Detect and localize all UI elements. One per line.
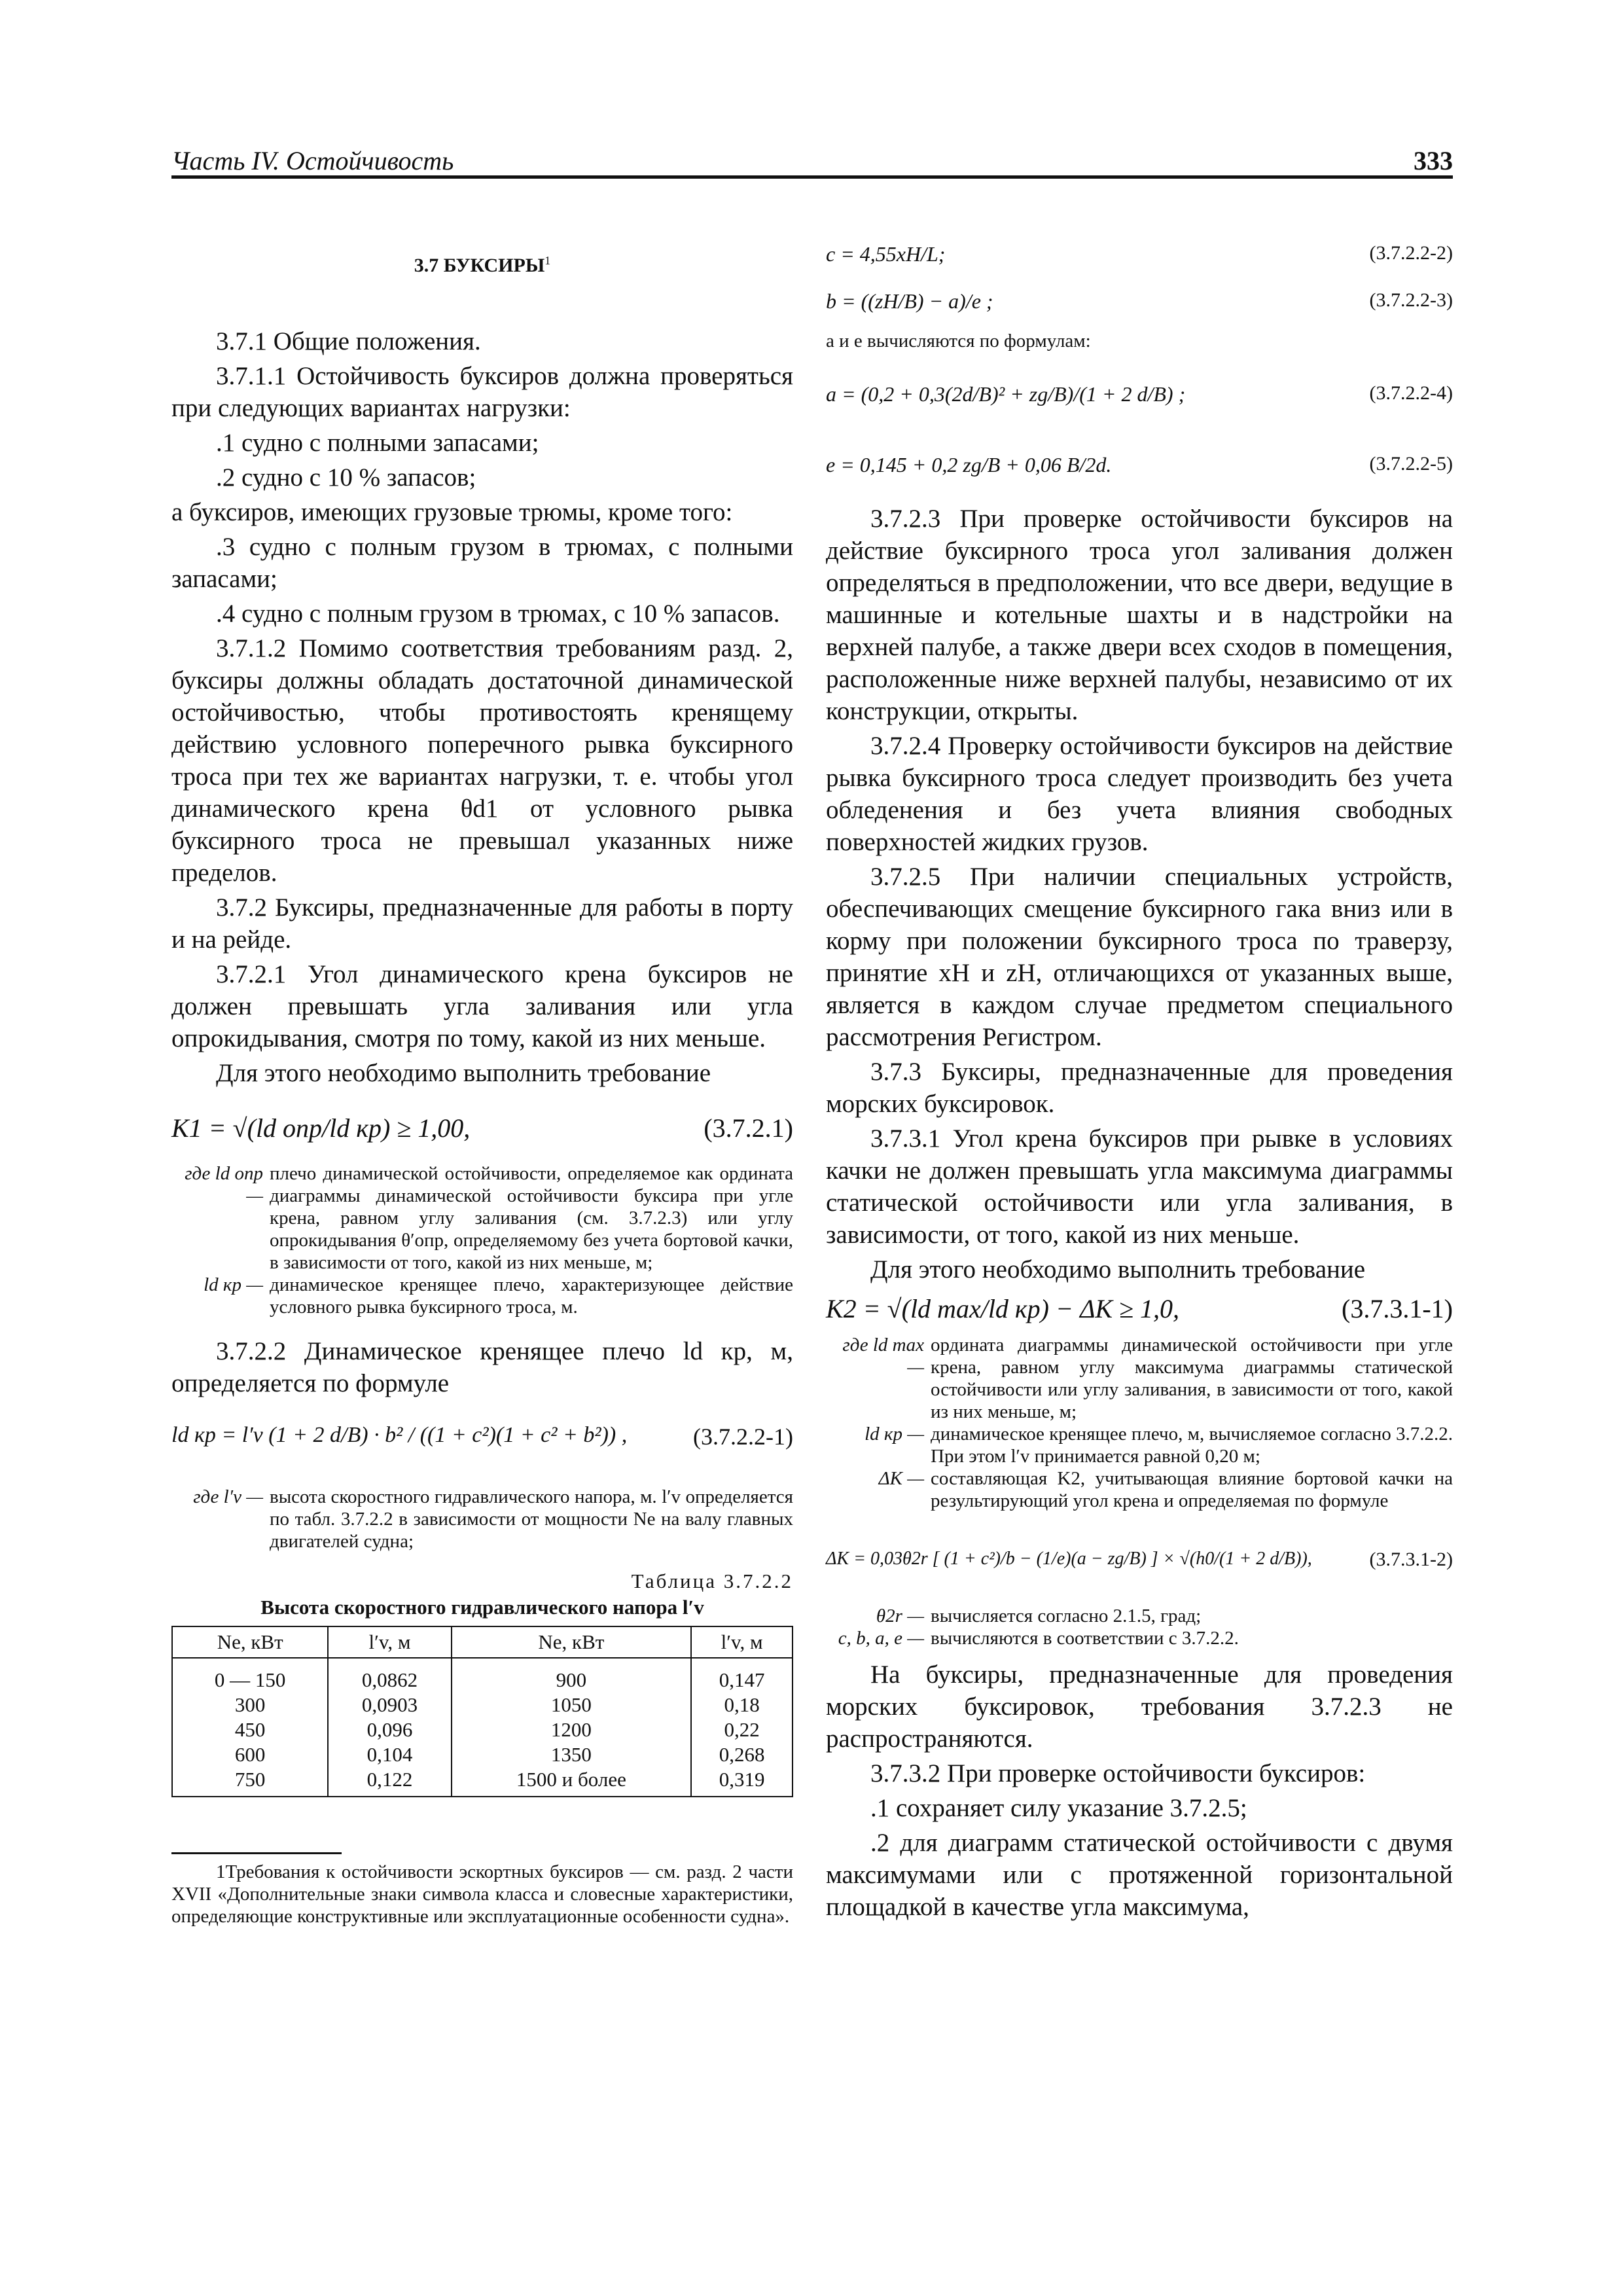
list-item: .2 судно с 10 % запасов; bbox=[216, 463, 476, 492]
table-row: 450 0,096 1200 0,22 bbox=[172, 1717, 793, 1742]
footnote-rule bbox=[171, 1852, 342, 1854]
formula-legend: где l′v — высота скоростного гидравлического напора, м. l′v определяется по табл. 3.7.2.2 в зависимости от мощности Ne на валу главных двигателей судна; bbox=[193, 1486, 793, 1552]
table-row: 0 — 150 0,0862 900 0,147 bbox=[172, 1658, 793, 1693]
table-row: 750 0,122 1500 и более 0,319 bbox=[172, 1767, 793, 1797]
table-row: 300 0,0903 1050 0,18 bbox=[172, 1693, 793, 1717]
formula-3-7-2-2-4: a = (0,2 + 0,3(2d/B)² + zg/B)/(1 + 2 d/B) ; (3.7.2.2-4) bbox=[826, 382, 1453, 406]
paragraph: 3.7.2.5 При наличии специальных устройств, обеспечивающих смещение буксирного гака вниз или в корму при положении буксирного троса по траверзу, принятие xH и zH, отличающихся от указанных выше, является в каждом случае предметом специального рассмотрения Регистром. bbox=[826, 863, 1453, 1051]
velocity-head-table bbox=[171, 1626, 793, 1797]
header-rule bbox=[171, 175, 1453, 179]
left-column bbox=[171, 236, 793, 1928]
formula-3-7-3-1-2: ΔK = 0,03θ2r [ (1 + c²)/b − (1/e)(a − zg/B) ] × √(h0/(1 + 2 d/B)), (3.7.3.1-2) bbox=[826, 1549, 1453, 1570]
page-number: 333 bbox=[1414, 146, 1453, 175]
paragraph: 3.7.2.1 Угол динамического крена буксиров не должен превышать угла заливания или угла опрокидывания, смотря по тому, какой из них меньше. bbox=[171, 960, 793, 1052]
footnote: 1Требования к остойчивости эскортных буксиров — см. разд. 2 части XVII «Дополнительные знаки символа класса и словесные характеристики, определяющие конструктивные или эксплуатационные особенности судна». bbox=[171, 1861, 793, 1927]
part-title: Часть IV. Остойчивость bbox=[171, 146, 454, 175]
table-row: 600 0,104 1350 0,268 bbox=[172, 1742, 793, 1767]
paragraph: 3.7.1 Общие положения. bbox=[216, 327, 481, 355]
paragraph: 3.7.1.1 Остойчивость буксиров должна проверяться при следующих вариантах нагрузки: bbox=[171, 362, 793, 422]
list-item: .4 судно с полным грузом в трюмах, с 10 % запасов. bbox=[216, 600, 780, 628]
paragraph: 3.7.2.3 При проверке остойчивости буксиров на действие буксирного троса угол заливания должен определяться в предположении, что все двери, ведущие в машинные и котельные шахты и в надстройки на верхней палубе, а также двери всех сходов в помещения, расположенные ниже верхней палубы, независимо от их конструкции, открыты. bbox=[826, 505, 1453, 725]
table-header: Ne, кВт bbox=[452, 1626, 692, 1658]
subsection-heading: 3.7.2 Буксиры, предназначенные для работы в порту и на рейде. bbox=[171, 893, 793, 954]
list-item: .3 судно с полным грузом в трюмах, с полными запасами; bbox=[171, 533, 793, 593]
list-item: .2 для диаграмм статической остойчивости с двумя максимумами или с протяженной горизонтальной площадкой в качестве угла максимума, bbox=[826, 1829, 1453, 1921]
paragraph: Для этого необходимо выполнить требование bbox=[870, 1255, 1366, 1283]
formula-3-7-2-2-3: b = ((zH/B) − a)/e ; (3.7.2.2-3) bbox=[826, 289, 1453, 313]
table-header: l′v, м bbox=[328, 1626, 451, 1658]
formula-legend: где ld max — ордината диаграммы динамической остойчивости при угле крена, равном углу максимума диаграммы статической остойчивости или углу заливания, в зависимости от того, какой из них меньше, м; ld кр — динамическое кренящее плечо, м, вычисляемое согласно 3.7.2.2. При этом l′v принимается равной 0,20 м; ΔK — составляющая K2, учитывающая влияние бортовой качки на результирующий угол крена и определяемая по формуле bbox=[842, 1335, 1453, 1511]
list-item: .1 сохраняет силу указание 3.7.2.5; bbox=[870, 1794, 1247, 1822]
formula-3-7-2-1: K1 = √(ld опр/ld кр) ≥ 1,00, (3.7.2.1) bbox=[171, 1113, 793, 1143]
formula-3-7-2-2-1: ld кр = l′v (1 + 2 d/B) · b² / ((1 + c²)(1 + c² + b²)) , (3.7.2.2-1) bbox=[171, 1423, 793, 1450]
list-item: .1 судно с полными запасами; bbox=[216, 429, 539, 457]
paragraph: а буксиров, имеющих грузовые трюмы, кроме того: bbox=[171, 498, 733, 526]
table-header: l′v, м bbox=[691, 1626, 793, 1658]
formula-note: a и e вычисляются по формулам: bbox=[826, 331, 1091, 351]
paragraph: 3.7.3.1 Угол крена буксиров при рывке в условиях качки не должен превышать угла максимума диаграммы статической остойчивости или угла заливания, в зависимости, от того, какой из них меньше. bbox=[826, 1124, 1453, 1249]
table-title: Высота скоростного гидравлического напора l′v bbox=[260, 1596, 704, 1619]
table-caption: Таблица 3.7.2.2 bbox=[631, 1570, 793, 1592]
paragraph: Для этого необходимо выполнить требование bbox=[216, 1059, 711, 1087]
formula-3-7-3-1-1: K2 = √(ld max/ld кр) − ΔK ≥ 1,0, (3.7.3.1-1) bbox=[826, 1294, 1453, 1323]
paragraph: На буксиры, предназначенные для проведения морских буксировок, требования 3.7.2.3 не распространяются. bbox=[826, 1660, 1453, 1753]
running-header bbox=[171, 140, 1453, 179]
table-header: Ne, кВт bbox=[172, 1626, 328, 1658]
paragraph: 3.7.2.4 Проверку остойчивости буксиров на действие рывка буксирного троса следует производить без учета обледенения и без учета влияния свободных поверхностей жидких грузов. bbox=[826, 732, 1453, 856]
formula-legend: θ2r — вычисляется согласно 2.1.5, град; c, b, a, e — вычисляются в соответствии с 3.7.2.2. bbox=[838, 1605, 1239, 1649]
formula-3-7-2-2-5: e = 0,145 + 0,2 zg/B + 0,06 B/2d. (3.7.2.2-5) bbox=[826, 453, 1453, 476]
formula-legend: где ld опр — плечо динамической остойчивости, определяемое как ордината диаграммы динамической остойчивости буксира при угле крена, равном углу заливания (см. 3.7.2.3) или углу опрокидывания θ′опр, определяемому без учета бортовой качки, в зависимости от того, какой из них меньше, м; ld кр — динамическое кренящее плечо, характеризующее действие условного рывка буксирного троса, м. bbox=[185, 1163, 793, 1318]
paragraph: 3.7.3.2 При проверке остойчивости буксиров: bbox=[870, 1759, 1366, 1787]
formula-3-7-2-2-2: c = 4,55xH/L; (3.7.2.2-2) bbox=[826, 242, 1453, 266]
paragraph: 3.7.2.2 Динамическое кренящее плечо ld кр, м, определяется по формуле bbox=[171, 1337, 793, 1397]
right-column bbox=[826, 236, 1453, 1926]
section-heading: 3.7 БУКСИРЫ$^1$ bbox=[414, 254, 551, 276]
paragraph: 3.7.1.2 Помимо соответствия требованиям разд. 2, буксиры должны обладать достаточной динамической остойчивостью, чтобы противостоять кренящему действию условного поперечного рывка буксирного троса при тех же вариантах нагрузки, т. е. чтобы угол динамического крена θd1 от условного рывка буксирного троса не превышал указанных ниже пределов. bbox=[171, 634, 793, 887]
subsection-heading: 3.7.3 Буксиры, предназначенные для проведения морских буксировок. bbox=[826, 1058, 1453, 1118]
